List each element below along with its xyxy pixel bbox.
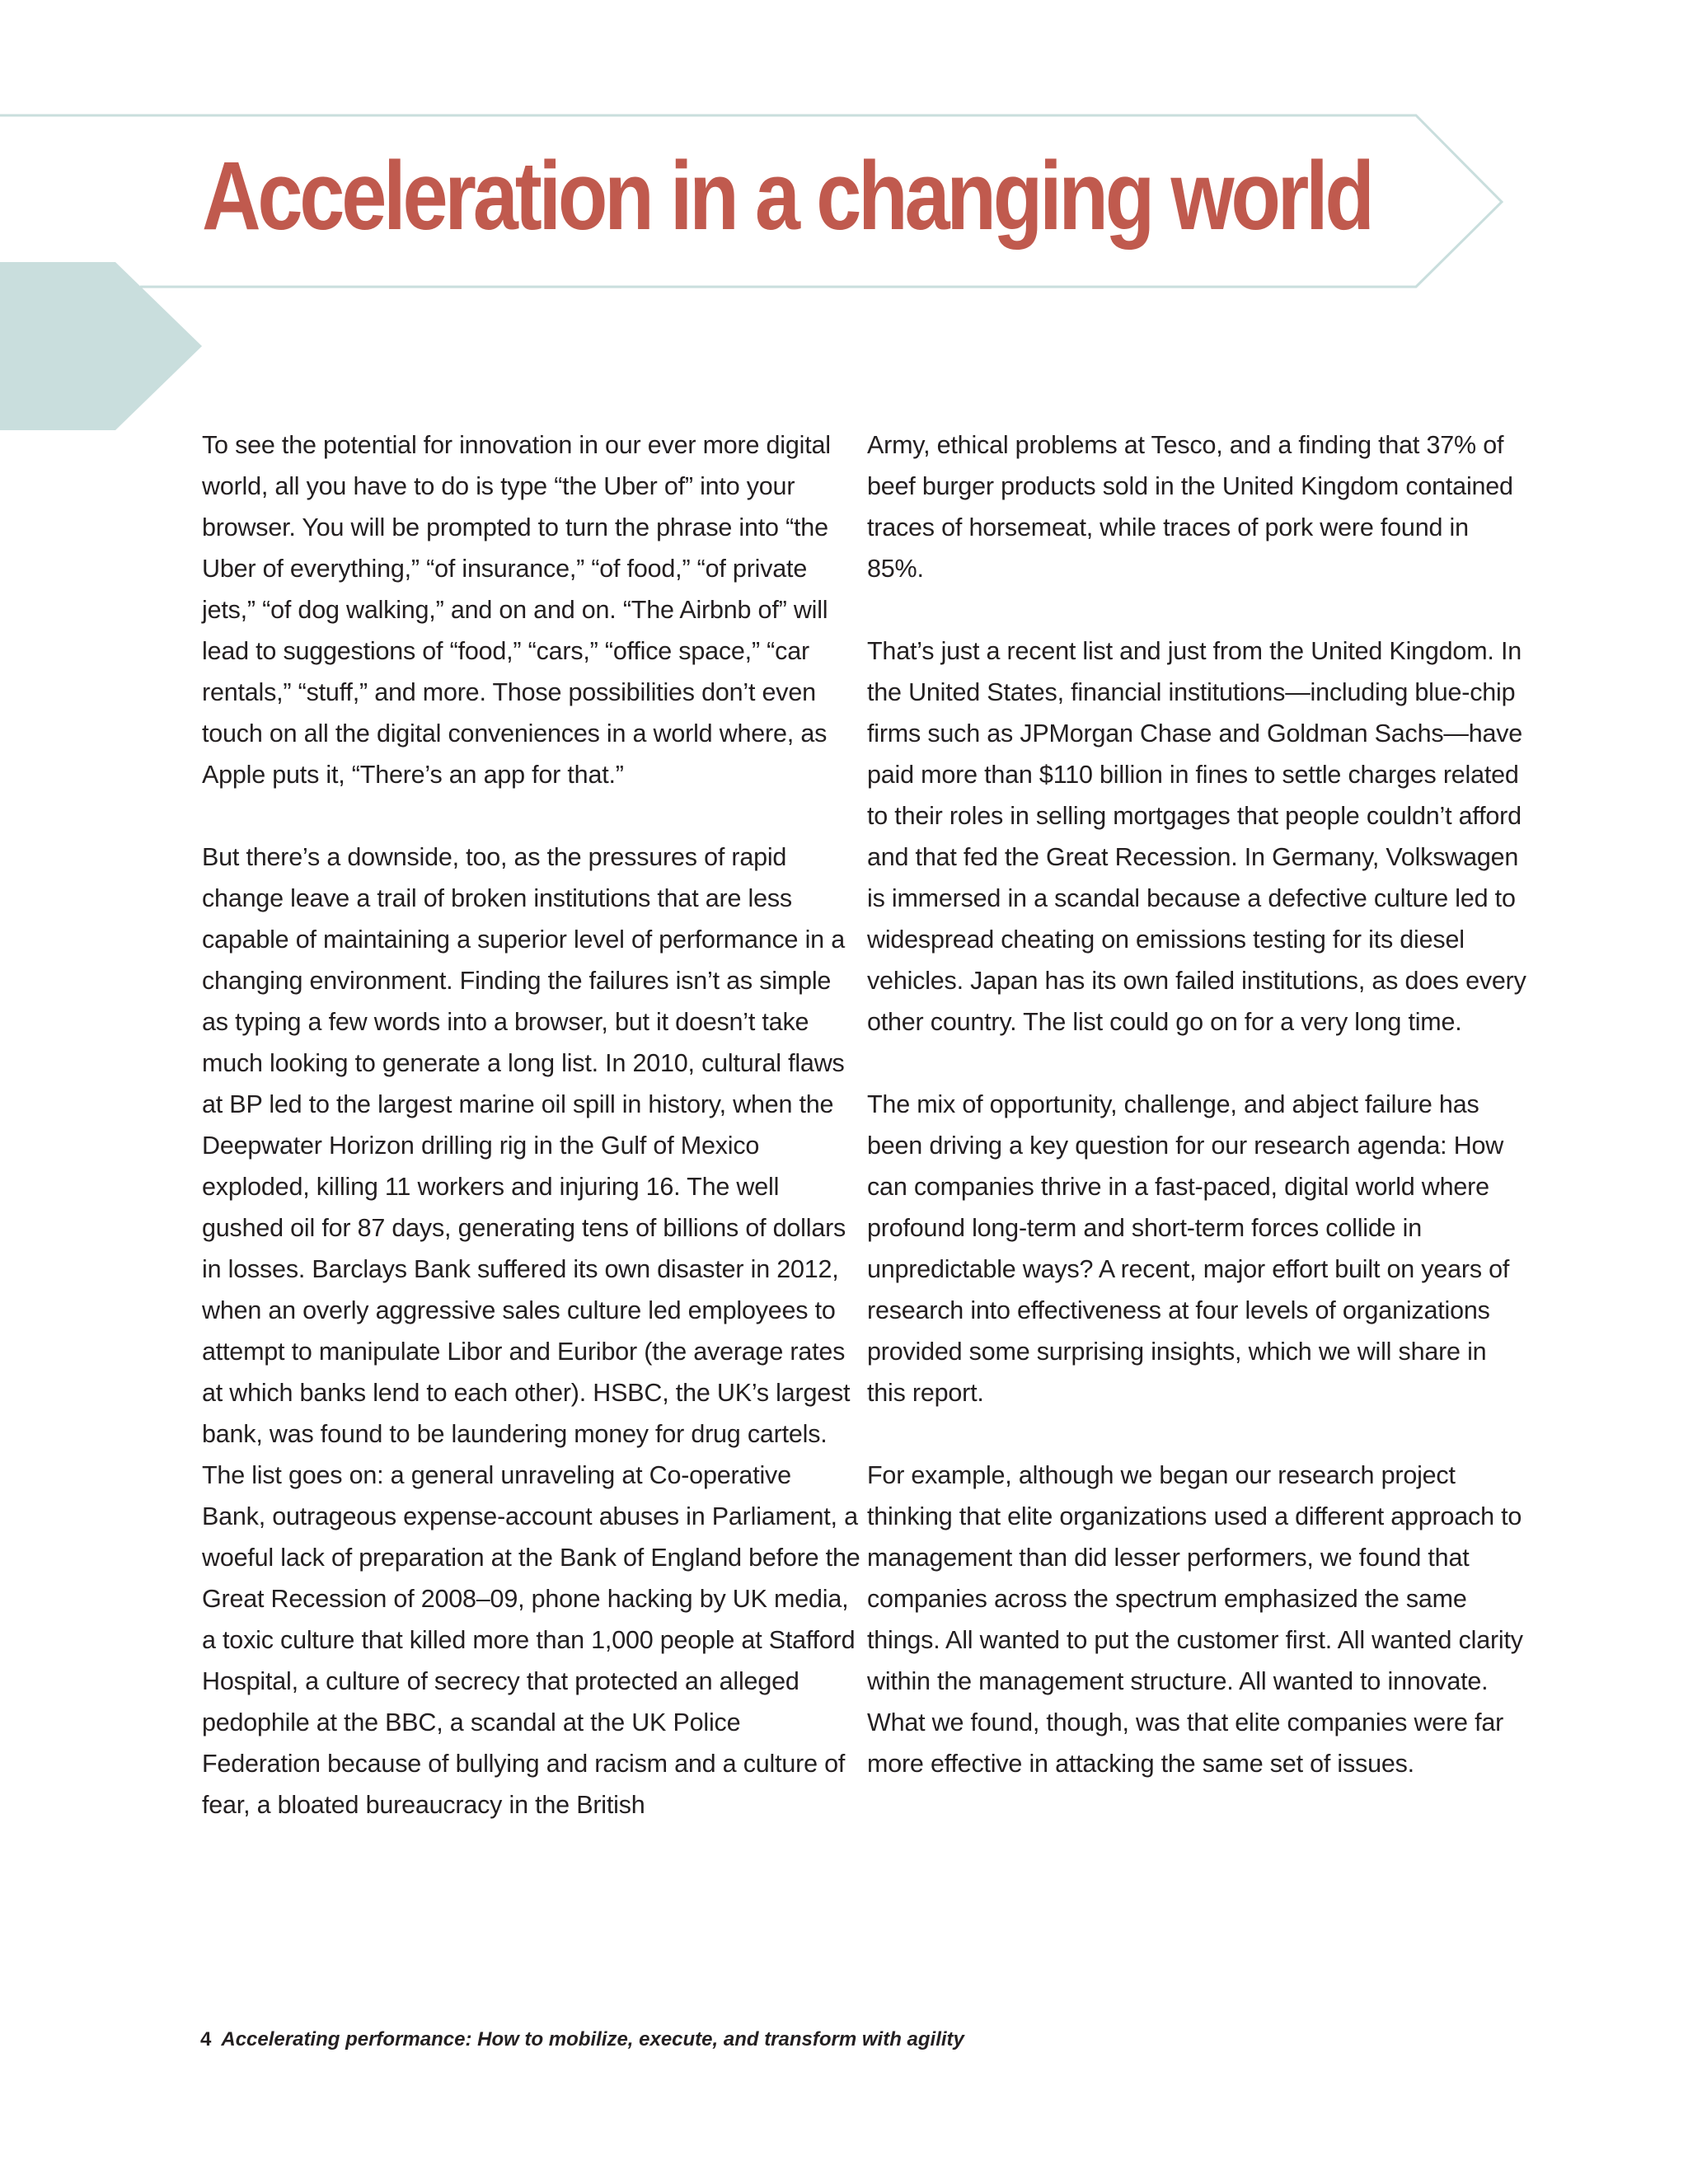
- paragraph: But there’s a downside, too, as the pressures of rapid change leave a trail of broken institutions that are less capable of maintaining a superior level of performance in a changing environment. Finding the failures isn’t as simple as typing a few words into a browser, but it doesn’t take much looking to generate a long list. In 2010, cultural flaws at BP led to the largest marine oil spill in history, when the Deepwater Horizon drilling rig in the Gulf of Mexico exploded, killing 11 workers and injuring 16. The well gushed oil for 87 days, generating tens of billions of dollars in losses. Barclays Bank suffered its own disaster in 2012, when an overly aggressive sales culture led employees to attempt to manipulate Libor and Euribor (the average rates at which banks lend to each other). HSBC, the UK’s largest bank, was found to be laundering money for drug cartels. The list goes on: a general unraveling at Co-operative Bank, outrageous expense-account abuses in Parliament, a woeful lack of preparation at the Bank of England before the Great Recession of 2008–09, phone hacking by UK media, a toxic culture that killed more than 1,000 people at Stafford Hospital, a culture of secrecy that protected an alleged pedophile at the BBC, a scandal at the UK Police Federation because of bullying and racism and a culture of fear, a bloated bureaucracy in the British: [202, 843, 860, 1819]
- paragraph: For example, although we began our research project thinking that elite organizations used a different approach to management than did lesser performers, we found that companies across the spectrum emphasized the same things. All wanted to put the customer first. All wanted clarity within the management structure. All wanted to innovate. What we found, though, was that elite companies were far more effective in attacking the same set of issues.: [867, 1461, 1523, 1778]
- running-title: Accelerating performance: How to mobilize, execute, and transform with agility: [221, 2028, 964, 2050]
- paragraph: Army, ethical problems at Tesco, and a finding that 37% of beef burger products sold in the United Kingdom contained traces of horsemeat, while traces of pork were found in 85%.: [867, 431, 1513, 583]
- page-footer: [200, 2027, 964, 2052]
- paragraph: The mix of opportunity, challenge, and abject failure has been driving a key question for our research agenda: How can companies thrive in a fast-paced, digital world where profound long-term and short-term forces collide in unpredictable ways? A recent, major effort built on years of research into effectiveness at four levels of organizations provided some surprising insights, which we will share in this report.: [867, 1090, 1510, 1407]
- paragraph: That’s just a recent list and just from the United Kingdom. In the United States, financial institutions—including blue-chip firms such as JPMorgan Chase and Goldman Sachs—have paid more than $110 billion in fines to settle charges related to their roles in selling mortgages that people couldn’t afford and that fed the Great Recession. In Germany, Volkswagen is immersed in a scandal because a defective culture led to widespread cheating on emissions testing for its diesel vehicles. Japan has its own failed institutions, as does every other country. The list could go on for a very long time.: [867, 637, 1526, 1036]
- page-title: Acceleration in a changing world: [202, 142, 1372, 251]
- right-column: [867, 424, 1526, 1784]
- paragraph: To see the potential for innovation in our ever more digital world, all you have to do is type “the Uber of” into your browser. You will be prompted to turn the phrase into “the Uber of everything,” “of insurance,” “of food,” “of private jets,” “of dog walking,” and on and on. “The Airbnb of” will lead to suggestions of “food,” “cars,” “office space,” “car rentals,” “stuff,” and more. Those possibilities don’t even touch on all the digital conveniences in a world where, as Apple puts it, “There’s an app for that.”: [202, 431, 831, 789]
- left-column: [202, 424, 861, 1825]
- page-number: 4: [200, 2028, 212, 2050]
